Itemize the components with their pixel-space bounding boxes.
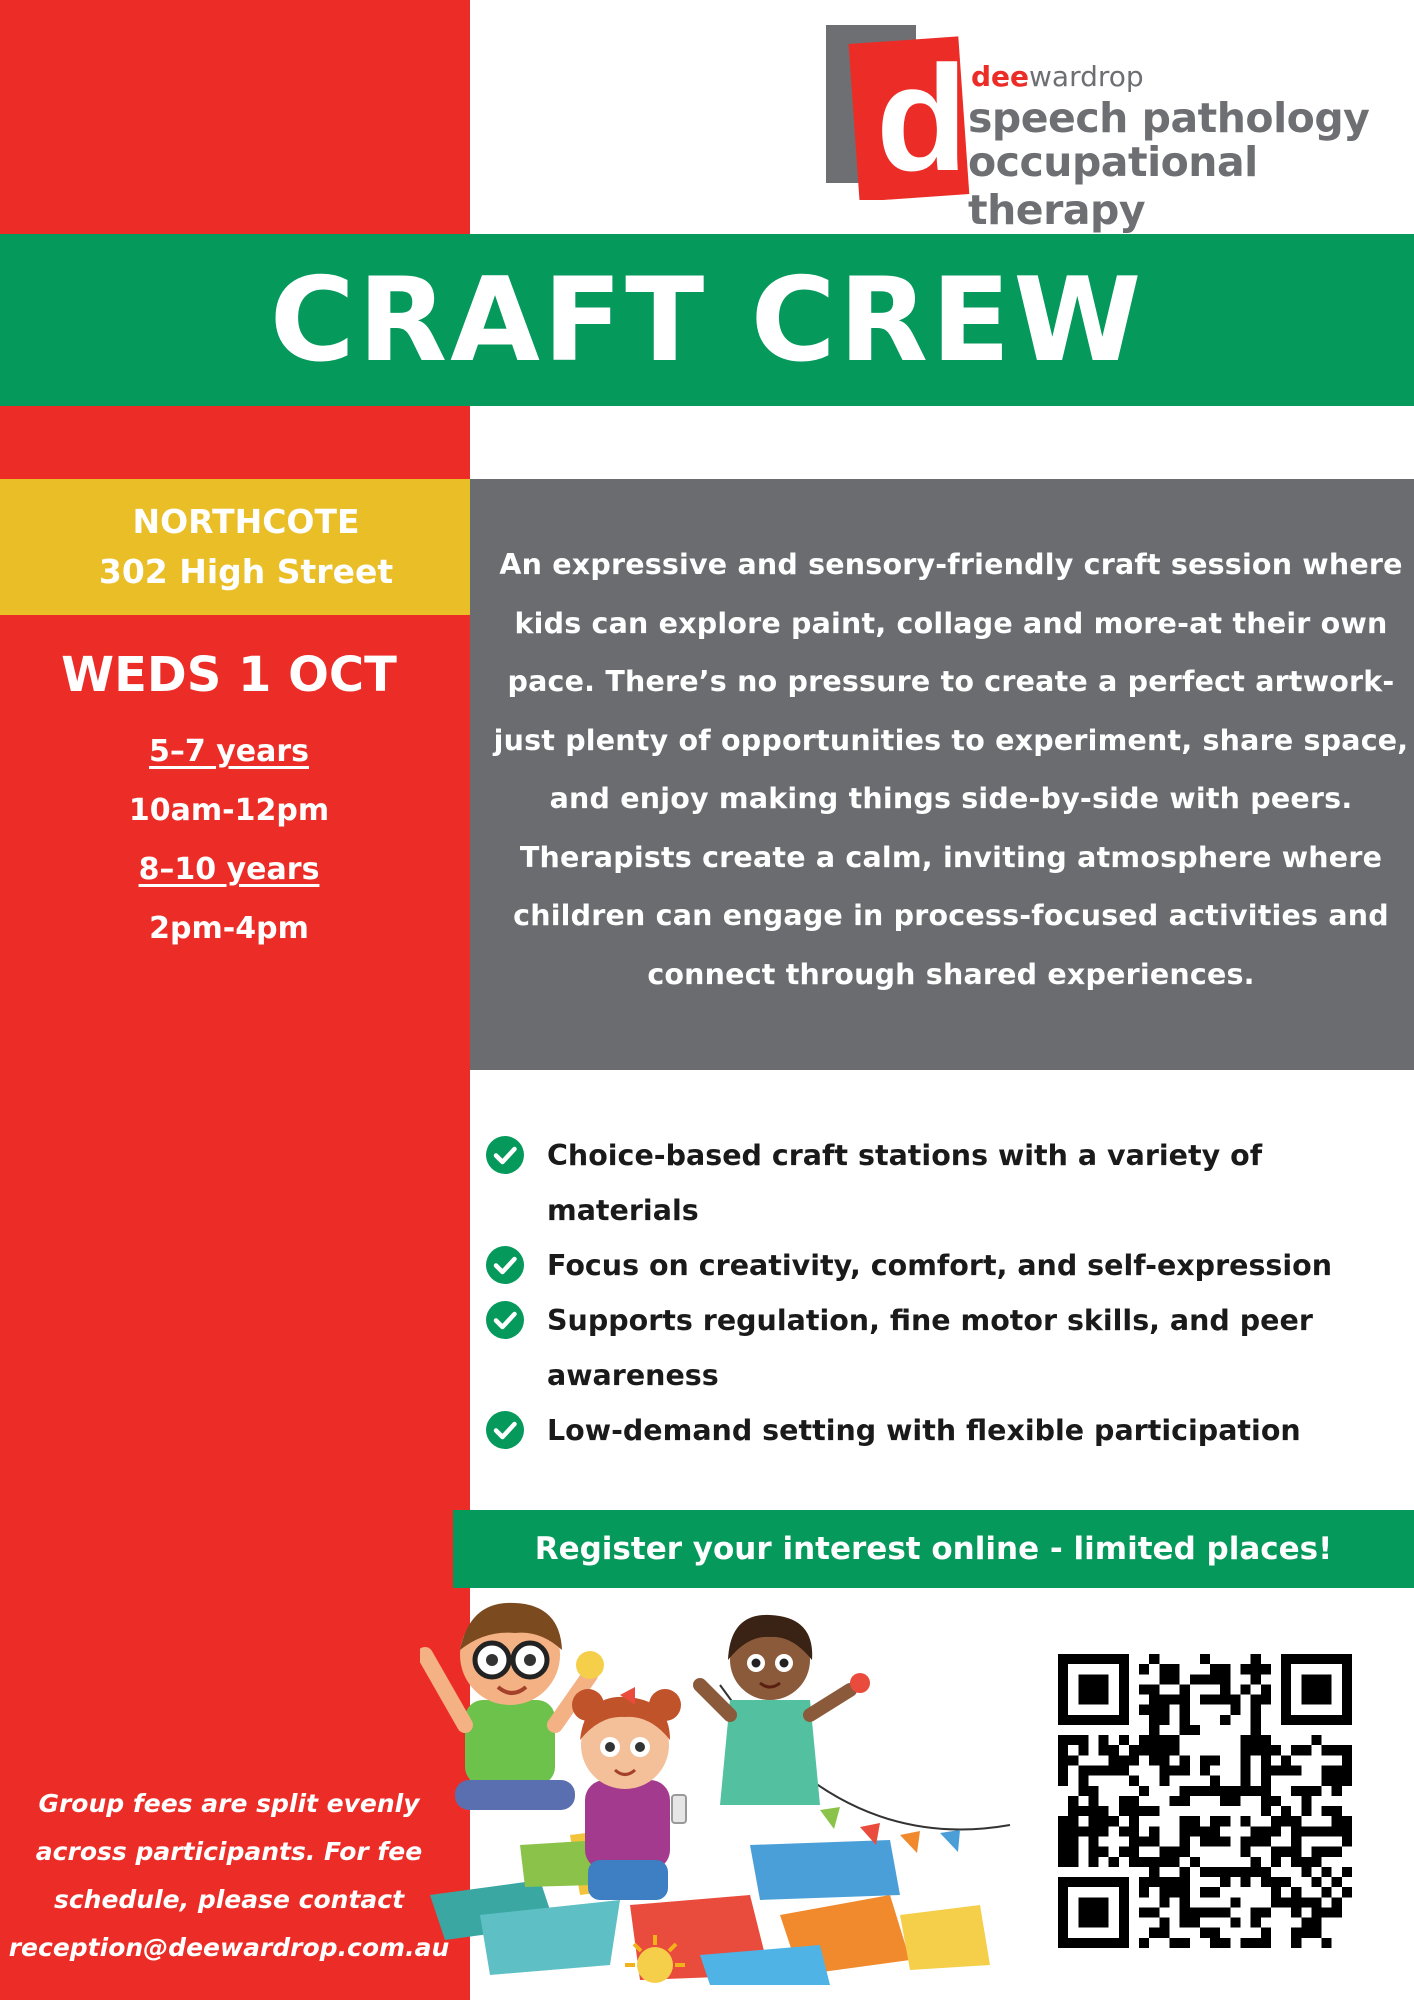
feature-list xyxy=(485,1128,1385,1458)
location-address: 302 High Street xyxy=(98,552,394,591)
feature-item xyxy=(485,1403,1385,1458)
check-circle-icon xyxy=(485,1410,525,1450)
feature-text: Supports regulation, fine motor skills, and peer awareness xyxy=(547,1304,1313,1392)
location-box xyxy=(0,479,492,615)
brand-name-rest: wardrop xyxy=(1029,60,1144,93)
feature-item xyxy=(485,1238,1385,1293)
brand-line-ot: occupational therapy xyxy=(968,138,1258,234)
register-banner: Register your interest online - limited places! xyxy=(453,1510,1414,1588)
kids-crafting-illustration xyxy=(420,1595,1020,1985)
feature-item xyxy=(485,1128,1385,1238)
location-suburb: NORTHCOTE xyxy=(132,502,360,541)
fees-note: Group fees are split evenly across participants. For fee schedule, please contact reception@deewardrop.com.au xyxy=(8,1789,450,1962)
event-date: WEDS 1 OCT xyxy=(61,647,397,703)
feature-text: Low-demand setting with flexible participation xyxy=(547,1414,1301,1447)
feature-text: Focus on creativity, comfort, and self-expression xyxy=(547,1249,1333,1282)
feature-item xyxy=(485,1293,1385,1403)
check-circle-icon xyxy=(485,1300,525,1340)
qr-code-icon xyxy=(1058,1654,1352,1948)
page-title: CRAFT CREW xyxy=(269,252,1145,388)
logo-letter: d xyxy=(876,34,968,200)
schedule xyxy=(0,640,458,958)
brand-name xyxy=(971,60,1144,93)
check-circle-icon xyxy=(485,1245,525,1285)
description-text: An expressive and sensory-friendly craft session where kids can explore paint, collage and more-at their own pace. There’s no pressure to create a perfect artwork- just plenty of opportunities to experiment, share space, and enjoy making things side-by-side with peers. Therapists create a calm, inviting atmosphere where children can engage in process-focused activities and connect through shared experiences. xyxy=(493,548,1409,991)
check-circle-icon xyxy=(485,1135,525,1175)
session-age-2: 8–10 years xyxy=(138,852,320,887)
feature-text: Choice-based craft stations with a variety of materials xyxy=(547,1139,1263,1227)
brand-line-speech: speech pathology xyxy=(968,94,1370,142)
session-age-1: 5–7 years xyxy=(149,734,309,769)
title-banner xyxy=(0,234,1414,406)
session-time-1: 10am-12pm xyxy=(128,793,330,828)
session-time-2: 2pm-4pm xyxy=(149,911,309,946)
brand-name-bold: dee xyxy=(971,60,1030,93)
